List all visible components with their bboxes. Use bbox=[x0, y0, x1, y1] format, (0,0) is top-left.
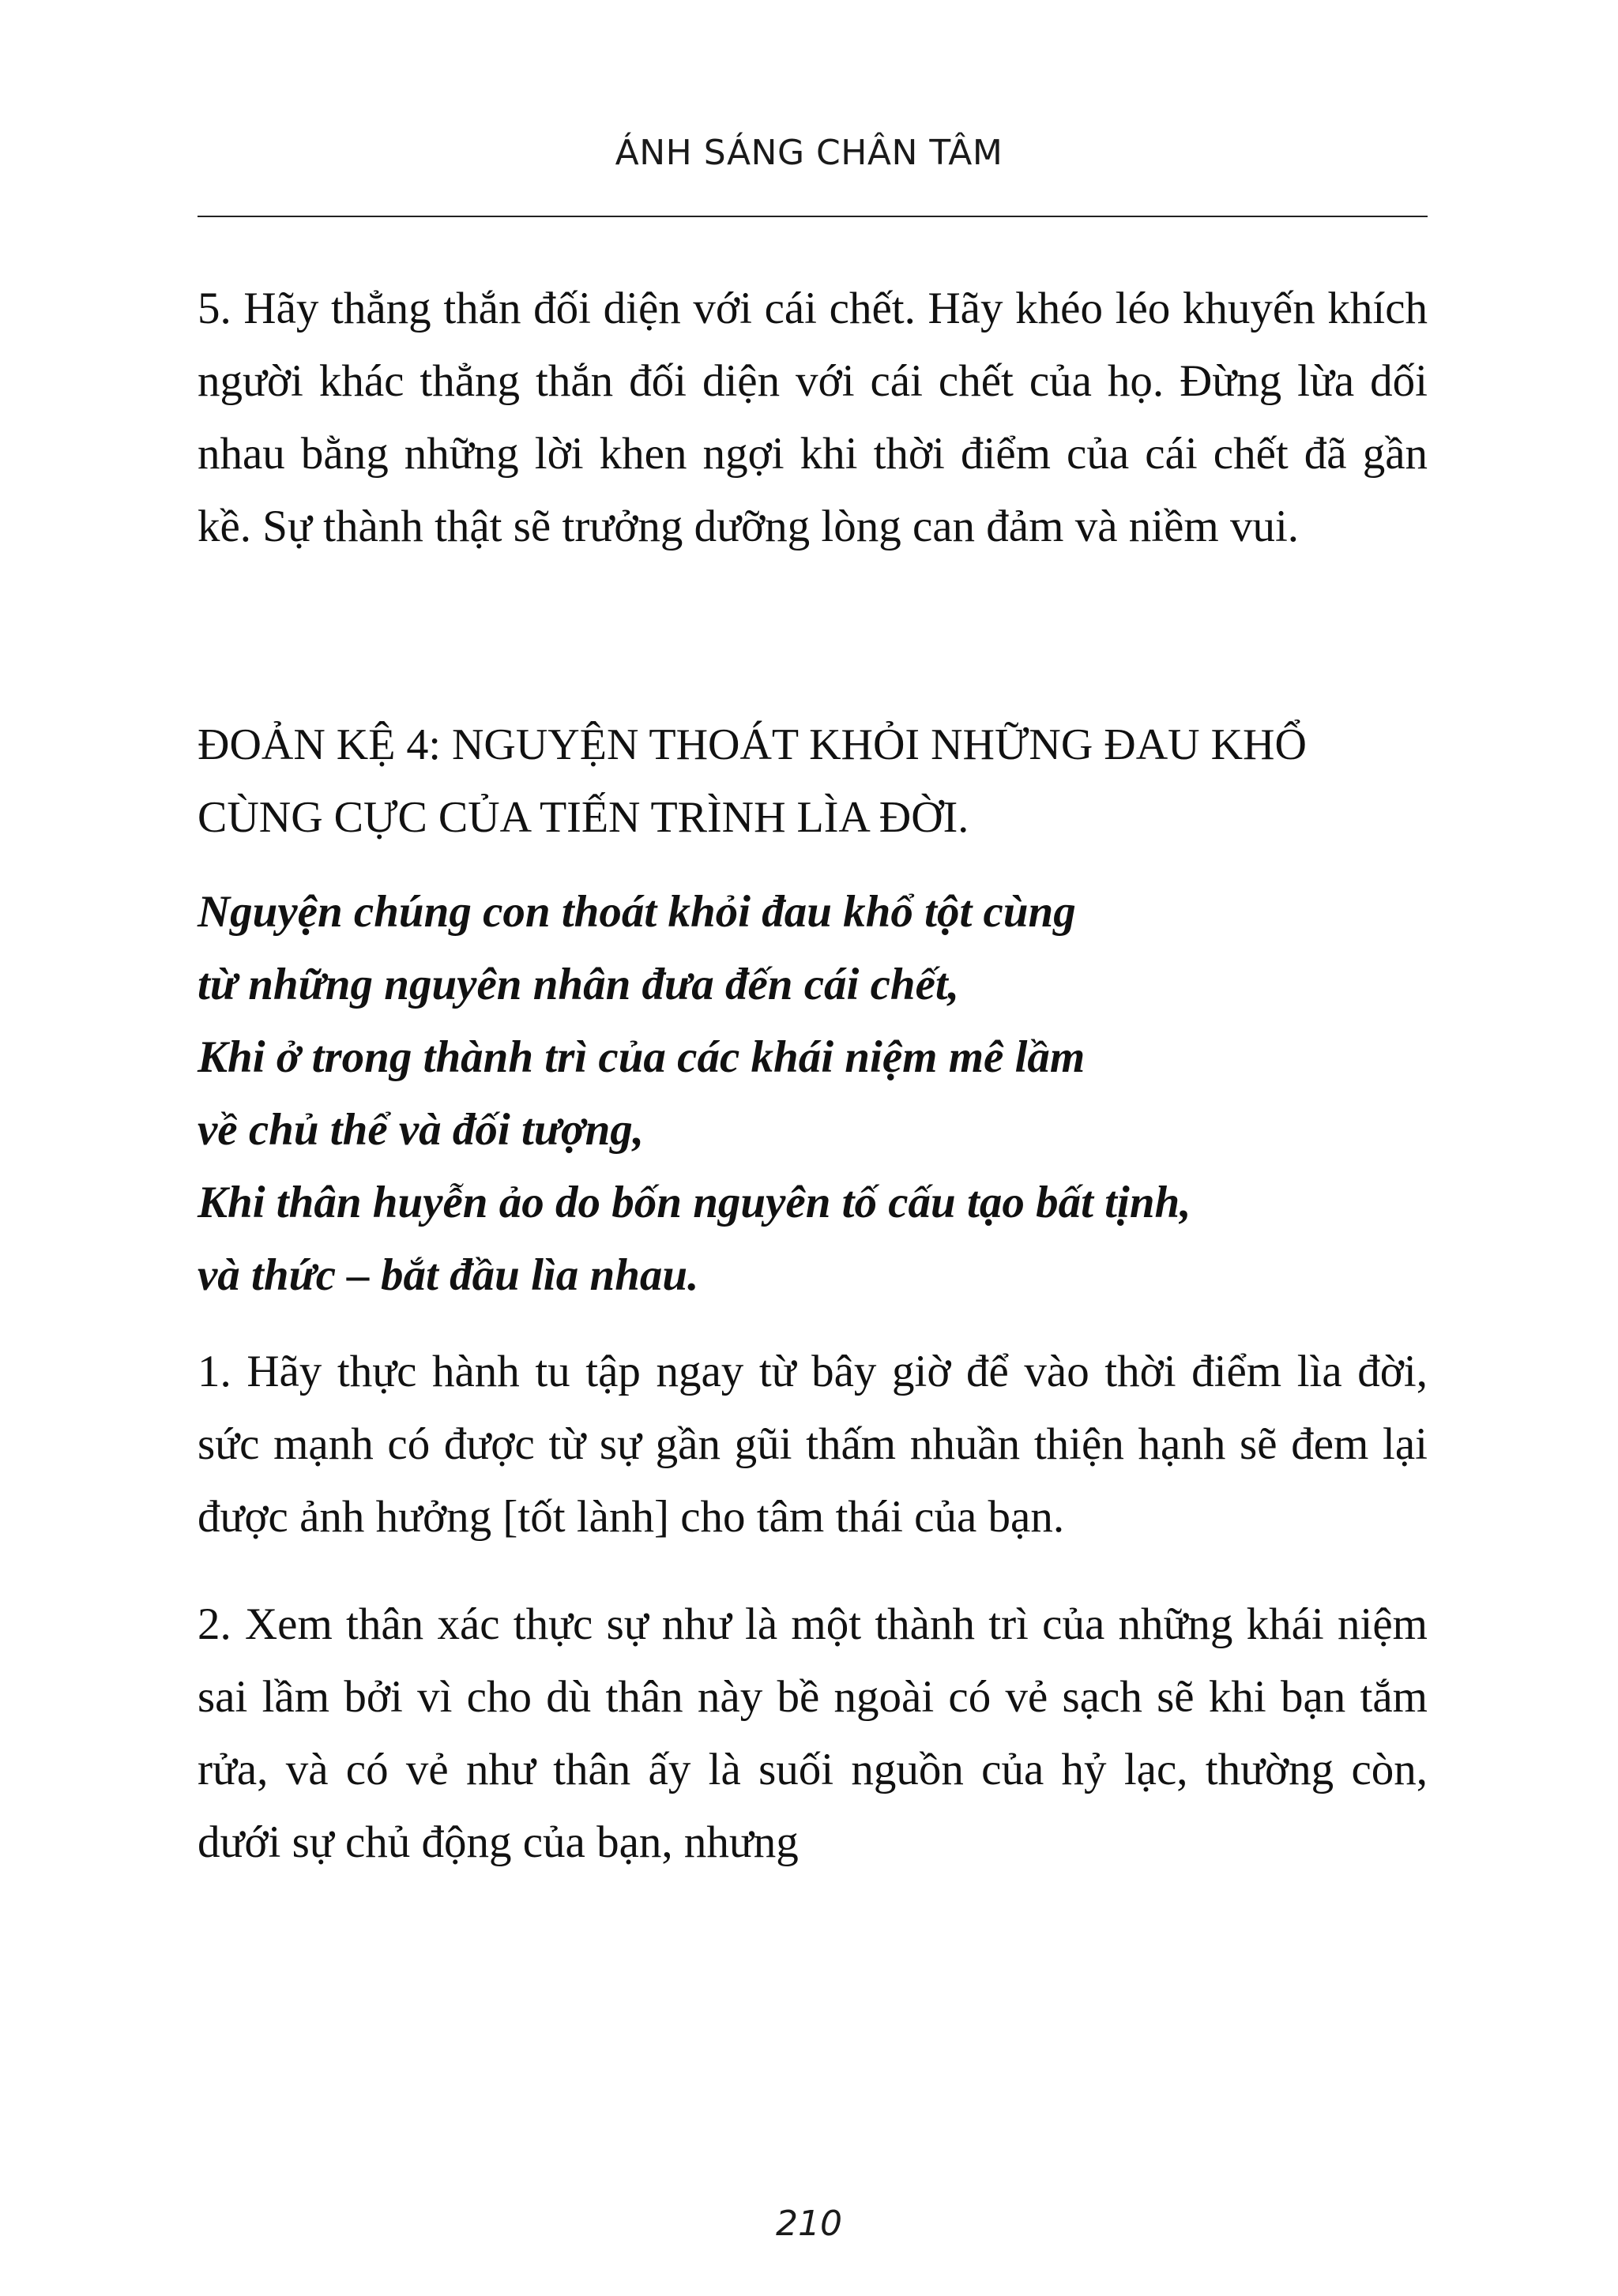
paragraph-item-2: 2. Xem thân xác thực sự như là một thành trì của những khái niệm sai lầm bởi vì cho dù thân này bề ngoài có vẻ sạch sẽ khi bạn tắm rửa, và có vẻ như thân ấy là suối nguồn của hỷ lạc, thường còn, dưới sự chủ động của bạn, nhưng bbox=[198, 1599, 1428, 1867]
section-heading: ĐOẢN KỆ 4: NGUYỆN THOÁT KHỎI NHỮNG ĐAU KHỔ CÙNG CỰC CỦA TIẾN TRÌNH LÌA ĐỜI. bbox=[198, 720, 1307, 842]
verse-line: Khi ở trong thành trì của các khái niệm mê lầm bbox=[198, 1032, 1086, 1082]
paragraph-item-5: 5. Hãy thẳng thắn đối diện với cái chết. Hãy khéo léo khuyến khích người khác thẳng thắn đối diện với cái chết của họ. Đừng lừa dối nhau bằng những lời khen ngợi khi thời điểm của cái chết đã gần kề. Sự thành thật sẽ trưởng dưỡng lòng can đảm và niềm vui. bbox=[198, 284, 1428, 551]
verse-line: về chủ thể và đối tượng, bbox=[198, 1105, 645, 1155]
page-body bbox=[198, 272, 1428, 1879]
verse-block bbox=[198, 876, 1428, 1312]
running-head: ÁNH SÁNG CHÂN TÂM bbox=[615, 133, 1003, 173]
verse-line: và thức – bắt đầu lìa nhau. bbox=[198, 1250, 699, 1300]
verse-line: Khi thân huyễn ảo do bốn nguyên tố cấu tạo bất tịnh, bbox=[198, 1178, 1191, 1227]
verse-line: Nguyện chúng con thoát khỏi đau khổ tột cùng bbox=[198, 887, 1076, 937]
verse-line: từ những nguyên nhân đưa đến cái chết, bbox=[198, 960, 959, 1009]
header-rule bbox=[198, 216, 1428, 217]
paragraph-item-1: 1. Hãy thực hành tu tập ngay từ bây giờ để vào thời điểm lìa đời, sức mạnh có được từ sự gần gũi thấm nhuần thiện hạnh sẽ đem lại được ảnh hưởng [tốt lành] cho tâm thái của bạn. bbox=[198, 1347, 1428, 1542]
page-number: 210 bbox=[776, 2204, 842, 2244]
